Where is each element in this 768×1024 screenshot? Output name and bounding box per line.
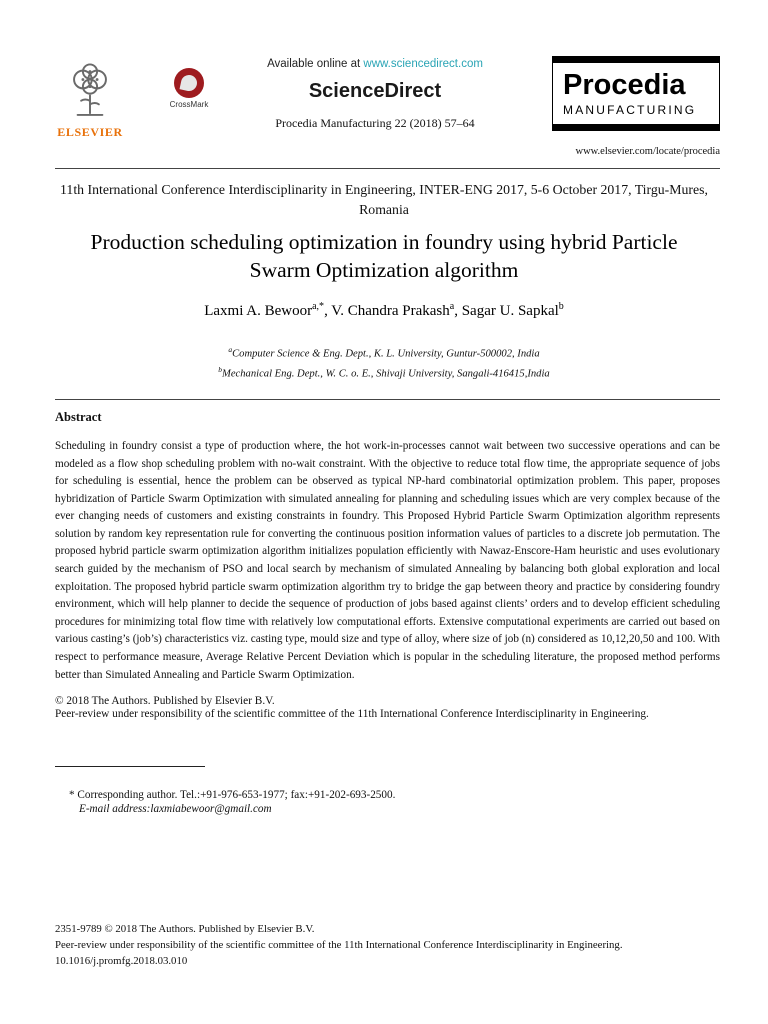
- crossmark-icon: [174, 68, 204, 98]
- affiliation-text: Mechanical Eng. Dept., W. C. o. E., Shivaji University, Sangali-416415,India: [222, 368, 550, 380]
- author-name: Laxmi A. Bewoor: [204, 303, 313, 319]
- author: [204, 303, 331, 319]
- abstract-heading: Abstract: [55, 410, 102, 424]
- authors-line: [40, 301, 728, 320]
- author: [331, 303, 461, 319]
- author-separator: ,: [324, 303, 332, 319]
- abstract-divider: [55, 399, 720, 400]
- email-address-link[interactable]: laxmiabewoor@gmail.com: [150, 803, 272, 815]
- procedia-journal-box: [552, 56, 720, 131]
- author-affil-mark: a: [449, 301, 455, 312]
- email-label: E-mail address:: [79, 803, 151, 815]
- elsevier-tree-icon: [55, 60, 125, 122]
- crossmark-badge[interactable]: [167, 68, 211, 109]
- affiliation-mark: b: [218, 364, 223, 374]
- corresponding-author-note: * Corresponding author. Tel.:+91-976-653-1977; fax:+91-202-693-2500.: [69, 789, 396, 801]
- affiliations: [40, 344, 728, 383]
- affiliation-line: [40, 364, 728, 384]
- author-name: V. Chandra Prakash: [331, 303, 450, 319]
- available-online-text: Available online at: [267, 58, 364, 70]
- elsevier-logo: [55, 60, 125, 140]
- elsevier-locate-link[interactable]: www.elsevier.com/locate/procedia: [575, 146, 720, 157]
- abstract-section: [55, 410, 720, 720]
- available-online-line: [215, 58, 535, 70]
- email-line: [55, 803, 720, 815]
- elsevier-wordmark: ELSEVIER: [57, 125, 123, 139]
- journal-reference: Procedia Manufacturing 22 (2018) 57–64: [275, 116, 475, 130]
- issn-copyright-line: 2351-9789 © 2018 The Authors. Published by Elsevier B.V.: [55, 923, 315, 935]
- footer-peer-review-line: Peer-review under responsibility of the scientific committee of the 11th International Conference Interdisciplinarity in Engineering.: [55, 939, 623, 952]
- crossmark-label: CrossMark: [169, 100, 209, 109]
- doi-line: 10.1016/j.promfg.2018.03.010: [55, 955, 188, 968]
- author-affil-mark: b: [558, 301, 564, 312]
- page-title: Production scheduling optimization in foundry using hybrid Particle Swarm Optimization algorithm: [90, 230, 678, 282]
- affiliation-text: Computer Science & Eng. Dept., K. L. University, Guntur-500002, India: [232, 348, 540, 360]
- affiliation-line: [40, 344, 728, 364]
- copyright-line: © 2018 The Authors. Published by Elsevier B.V.: [55, 695, 275, 708]
- author-affil-mark: a,*: [312, 301, 325, 312]
- affiliation-mark: a: [228, 345, 233, 354]
- author: [462, 303, 564, 319]
- author-name: Sagar U. Sapkal: [461, 303, 559, 319]
- footnote-separator: [55, 766, 205, 767]
- conference-banner: 11th International Conference Interdisciplinarity in Engineering, INTER-ENG 2017, 5-6 October 2017, Tirgu-Mures, Romania: [60, 182, 708, 217]
- header: [55, 56, 720, 168]
- footnote-block: [55, 766, 720, 815]
- peer-review-line: Peer-review under responsibility of the scientific committee of the 11th International Conference Interdisciplinarity in Engineering.: [55, 708, 649, 721]
- header-divider: [55, 168, 720, 169]
- sciencedirect-wordmark: ScienceDirect: [308, 80, 442, 102]
- abstract-body: Scheduling in foundry consist a type of production where, the hot work-in-processes cannot wait between two successive operations and can be modeled as a flow shop scheduling problem with no-wait constraint. With the objective to reduce total flow time, the appropriate sequence of jobs for scheduling is essential, hence the problem can be observed as typical NP-hard combinatorial optimization problem. This paper, proposes hybridization of Particle Swarm Optimization with simulated annealing for planning and scheduling issues which are very complex because of the ever changing needs of customers and existing constraints in foundry. This Proposed Hybrid Particle Swarm Optimization algorithm represents solution by random key representation rule for converting the continuous position information values of particles to a discrete job permutation. The proposed hybrid particle swarm optimization algorithm initializes population efficiently with Nawaz-Enscore-Ham heuristic and uses evolutionary search guided by the mechanism of PSO and local search by mechanism of simulated Annealing by balancing both global exploration and local exploitation. The proposed hybrid particle swarm optimization algorithm try to bridge the gap between theory and practice by considering foundry environment, which will help planner to decide the sequence of production of jobs based against clients’ orders and to develop efficient scheduling procedures for minimizing total flow time with relatively low computational efforts. Extensive computational experiments are carried out based on various casting’s (job’s) characteristics viz. casting type, mould size and type of alloy, where size of job (n) considered as 10,12,20,50 and 100. With respect to performance measure, Average Relative Percent Deviation which is popular in the scheduling literature, the proposed method performs better than Simulated Annealing and Particle Swarm Optimization.: [55, 440, 720, 681]
- procedia-subtitle: MANUFACTURING: [563, 103, 697, 117]
- sciencedirect-link[interactable]: www.sciencedirect.com: [363, 58, 483, 70]
- author-separator: ,: [454, 303, 462, 319]
- footer-block: [55, 921, 720, 970]
- header-center: [215, 58, 535, 131]
- procedia-wordmark: Procedia: [563, 69, 686, 101]
